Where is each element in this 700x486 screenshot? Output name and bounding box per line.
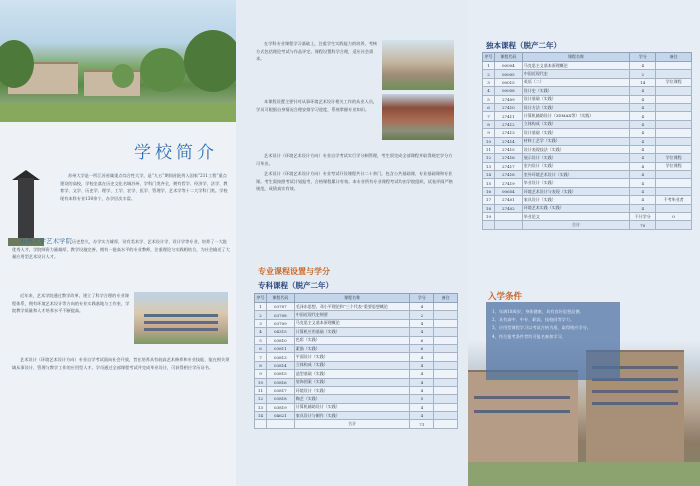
mid-paragraph-1: 在学科专业课程学习基础上，注重学生实践能力的培养，考核方式包括理论考试与作品评定。课程设置科学合理，适应社会需求。 [256,41,378,62]
remark [434,344,458,352]
table-row [483,112,692,120]
course-code: 00005 [494,70,522,78]
course-code: 03707 [266,303,294,311]
course-code: 03818 [266,395,294,403]
row-number: 12 [483,154,495,162]
course-name: 设计基础（实践） [522,95,630,103]
course-code: 00015 [494,78,522,86]
course-name: 装饰图案（实践） [294,378,410,386]
row-number: 2 [255,311,267,319]
remark [656,145,692,153]
table-row [483,213,692,221]
table-row [483,62,692,70]
row-number: 13 [255,403,267,411]
column-header: 课程名称 [294,294,410,303]
table-row [483,187,692,195]
row-number [483,221,495,229]
row-number: 14 [483,171,495,179]
credits: 6 [410,344,434,352]
table-row [483,171,692,179]
column-header: 课程代码 [494,53,522,62]
table-row [483,103,692,111]
row-number: 7 [255,353,267,361]
course-name: 合计 [294,420,410,428]
row-number: 12 [255,395,267,403]
credits: 4 [630,196,656,204]
table-row [483,78,692,86]
junior-college-table-title: 专科课程（脱产二年） [258,281,333,290]
credits: 4 [630,154,656,162]
course-name: 室外环境艺术设计（实践） [522,171,630,179]
table-row [483,162,692,170]
course-name: 中国近现代史纲要 [294,311,410,319]
remark [434,319,458,327]
library-photo [382,94,454,140]
remark [434,311,458,319]
credits: 4 [630,120,656,128]
course-code: 27417 [494,162,522,170]
admission-item: 1、年满18周岁，身体健康，具有良好思想品德。 [492,309,584,314]
course-code: 03813 [266,353,294,361]
course-name: 室内设计（实践） [522,162,630,170]
table-row [255,386,458,394]
credits: 4 [630,129,656,137]
admission-item: 2、具有高中、中专、职高、技校同等学力。 [492,317,575,323]
credits: 4 [630,179,656,187]
table-row [255,361,458,369]
remark [434,395,458,403]
course-code: 03815 [266,370,294,378]
course-name: 马克思主义基本原理概论 [294,319,410,327]
junior-college-course-table [254,293,458,429]
row-number: 7 [483,112,495,120]
column-header: 学分 [630,53,656,62]
left-panel [0,0,236,486]
course-name: 环境艺术实践（实践） [522,204,630,212]
row-number: 5 [255,336,267,344]
table-row [255,378,458,386]
credits: 4 [630,62,656,70]
row-number: 1 [255,303,267,311]
column-header: 序号 [255,294,267,303]
course-name: 环境设计（实践） [294,386,410,394]
course-code: 03816 [266,378,294,386]
course-code: 04315 [266,328,294,336]
credits: 4 [410,328,434,336]
credits: 4 [410,361,434,369]
table-row [483,204,692,212]
course-name: 家具设计（实践） [522,196,630,204]
credits: 4 [410,353,434,361]
course-code: 27414 [494,137,522,145]
table-header-row [255,294,458,303]
total-row [483,221,692,229]
credits: 6 [410,336,434,344]
middle-panel [236,0,468,486]
table-row [483,95,692,103]
row-number: 10 [483,137,495,145]
table-row [255,370,458,378]
exam-paragraph: 艺术设计（环境艺术设计方向）专业自学考试面向社会开放，旨在培养具有较高艺术修养和专业技能、能在相关领域从事设计、管理与教学工作的应用型人才。学员通过全部课程考试并完成毕业设计，可获得相应学历证书。 [12,357,230,370]
remark [434,328,458,336]
course-code: 27419 [494,179,522,187]
row-number: 11 [255,386,267,394]
row-number: 9 [255,370,267,378]
course-code: 03810 [266,336,294,344]
course-code: 27409 [494,95,522,103]
course-code: 04621 [266,412,294,420]
course-code: 03709 [266,319,294,327]
table-row [483,179,692,187]
course-name: 毕业论文 [522,213,630,221]
table-header-row [483,53,692,62]
course-name: 展示设计（实践） [522,154,630,162]
course-code: 27412 [494,120,522,128]
course-name: 立体构成（实践） [522,120,630,128]
credits: 4 [410,303,434,311]
intro-paragraph: 苏州大学是一所江苏省属重点综合性大学，是“九五”期间首批列入国家“211工程”重点建设的高校，学校坐落在历史文化名城苏州，学科门类齐全，拥有哲学、经济学、法学、教育学、文学、历史学、理学、工学、农学、医学、管理学、艺术学等十二大学科门类。学校现有本科专业130余个，办学层次丰富。 [60,173,228,201]
remark: 不考毕业者 [656,196,692,204]
credits: 4 [630,171,656,179]
remark [656,120,692,128]
course-name: 计算机辅助设计（实践） [294,403,410,411]
course-name: 计算机应用基础（实践） [294,328,410,336]
credits: 71 [410,420,434,428]
credits: 4 [410,319,434,327]
credits: 4 [410,412,434,420]
table-row [255,311,458,319]
course-code: 27410 [494,103,522,111]
lawn [0,104,236,122]
course-code: 03814 [266,361,294,369]
remark [656,221,692,229]
course-name: 家具设计与制作（实践） [294,412,410,420]
course-code: 03819 [266,403,294,411]
course-code: 27418 [494,171,522,179]
course-name: 毛泽东思想、邓小平理论和“三个代表”重要思想概论 [294,303,410,311]
mid-paragraph-2: 本课程设置主要针对从事环境艺术设计相关工作的从业人员，学员可根据自身情况合理安排学习进度，系统掌握专业知识。 [256,99,378,112]
course-name: 马克思主义基本原理概论 [522,62,630,70]
campus-walkway-photo [382,40,454,90]
row-number: 19 [483,213,495,221]
table-row [483,145,692,153]
tree [184,30,236,92]
remark [656,171,692,179]
table-row [483,87,692,95]
mid-paragraph-3: 艺术设计（环境艺术设计方向）专业自学考试实行学分制管理，考生须完成全部课程并取得规定学分方可毕业。 [256,153,453,166]
admission-heading: 入学条件 [488,292,523,302]
remark [434,403,458,411]
row-number: 5 [483,95,495,103]
table-row [255,344,458,352]
course-code: 27416 [494,154,522,162]
row-number: 10 [255,378,267,386]
row-number: 13 [483,162,495,170]
credits: 4 [630,145,656,153]
table-row [483,196,692,204]
credits: 4 [630,204,656,212]
credits: 2 [410,311,434,319]
remark [656,112,692,120]
table-row [483,137,692,145]
course-name: 设计表现技法（实践） [522,145,630,153]
remark: 学位课程 [656,162,692,170]
row-number: 6 [483,103,495,111]
course-code: 27415 [494,145,522,153]
course-name: 设计方法（实践） [522,103,630,111]
undergrad-course-table [482,52,692,230]
table-row [483,120,692,128]
remark [656,129,692,137]
column-header: 课程代码 [266,294,294,303]
credits: 4 [630,187,656,195]
remark [656,137,692,145]
remark [434,412,458,420]
tree [140,48,186,92]
column-header: 序号 [483,53,495,62]
remark [656,62,692,70]
credits: 4 [410,403,434,411]
table-row [255,319,458,327]
row-number: 4 [483,87,495,95]
remark [434,370,458,378]
art-school-name: 苏州大学艺术学院 [20,238,72,245]
course-name: 设计基础（实践） [522,129,630,137]
campus-photo [0,0,236,122]
row-number: 6 [255,344,267,352]
credits: 4 [630,103,656,111]
row-number: 8 [483,120,495,128]
table-row [255,395,458,403]
row-number: 16 [483,187,495,195]
credits: 4 [630,137,656,145]
row-number: 9 [483,129,495,137]
course-name: 材料工艺学（实践） [522,137,630,145]
row-number: 14 [255,412,267,420]
credits: 4 [410,386,434,394]
row-number [255,420,267,428]
right-panel [468,0,700,486]
credits: 4 [410,370,434,378]
remark: 学位课程 [656,154,692,162]
table-row [255,353,458,361]
row-number: 3 [255,319,267,327]
column-header: 备注 [434,294,458,303]
credits: 4 [630,87,656,95]
course-name: 造型基础（实践） [294,370,410,378]
remark [656,204,692,212]
undergrad-table-title: 独本课程（脱产二年） [486,41,561,50]
row-number: 15 [483,179,495,187]
table-row [255,303,458,311]
credits: 14 [630,78,656,86]
table-row [483,154,692,162]
course-name: 合计 [522,221,630,229]
column-header: 学分 [410,294,434,303]
credits: 4 [630,112,656,120]
table-row [255,328,458,336]
admission-item: 3、应用型课程学习以考试合格为准，取得相应学分。 [492,325,591,331]
remark [434,353,458,361]
column-header: 备注 [656,53,692,62]
remark [434,378,458,386]
course-name: 陶艺（实践） [294,395,410,403]
course-code: 03708 [266,311,294,319]
course-name: 环境艺术设计与表现（实践） [522,187,630,195]
table-row [483,70,692,78]
course-name: 英语（二） [522,78,630,86]
course-code: 27402 [494,204,522,212]
bell-tower-photo [4,166,48,246]
course-code: 03811 [266,344,294,352]
remark [656,87,692,95]
credits: 4 [630,162,656,170]
remark [656,103,692,111]
course-code: 00058 [494,87,522,95]
credits: 4 [410,378,434,386]
course-code [266,420,294,428]
course-code: 00654 [494,187,522,195]
mid-paragraph-4: 艺术设计（环境艺术设计方向）专业考试开设课程共计二十余门，包含公共基础课、专业基础课和专业课。考生需按照考试计划报考，合格课程累计有效。本专业所有专业课程考试均由学院组织，试卷评阅严格规范，成绩真实有效。 [256,171,453,192]
course-name: 素描（实践） [294,344,410,352]
remark [434,303,458,311]
course-code: 27413 [494,129,522,137]
table-row [255,403,458,411]
row-number: 2 [483,70,495,78]
course-code [494,213,522,221]
remark: 0 [656,213,692,221]
credits: 不计学分 [630,213,656,221]
remark [434,386,458,394]
course-code: 27401 [494,196,522,204]
course-code: 27411 [494,112,522,120]
row-number: 11 [483,145,495,153]
course-name: 毕业设计（实践） [522,179,630,187]
row-number: 4 [255,328,267,336]
admission-item: 4、符合报考条件者均可报名参加学习。 [492,333,566,339]
credits: 4 [630,95,656,103]
remark [434,420,458,428]
course-name: 色彩（实践） [294,336,410,344]
art-school-paragraph: 苏州大学艺术学院历史悠久，办学实力雄厚，设有美术学、艺术设计学、设计学等专业，培养了一大批优秀人才。学院师资力量雄厚，教学设施完善，拥有一批高水平的专业教师，注重理论与实践相结合，为社会输送了大量应用型艺术设计人才。 [12,238,230,260]
row-number: 18 [483,204,495,212]
remark [656,70,692,78]
table-row [255,412,458,420]
credits: 2 [630,70,656,78]
remark [656,187,692,195]
course-name: 计算机辅助设计（3DMAX等）（实践） [522,112,630,120]
reform-paragraph: 近年来，艺术学院通过教学改革，建立了科学合理的专业课程体系，拥有环境艺术设计等方向的专业实践基地与工作室，学院教学质量和人才培养水平不断提高。 [12,293,130,314]
remark [656,179,692,187]
total-row [255,420,458,428]
course-code: 03817 [266,386,294,394]
remark [434,336,458,344]
credits: 5 [410,395,434,403]
course-code [494,221,522,229]
tree [112,64,134,88]
row-number: 17 [483,196,495,204]
table-row [255,336,458,344]
credits: 70 [630,221,656,229]
remark [656,95,692,103]
course-name: 中国近现代史 [522,70,630,78]
teaching-building-photo [134,292,228,344]
course-name: 平面设计（实践） [294,353,410,361]
table-row [483,129,692,137]
remark [434,361,458,369]
course-code: 00004 [494,62,522,70]
row-number: 1 [483,62,495,70]
course-section-heading: 专业课程设置与学分 [258,266,330,276]
admission-requirements-box [486,302,620,380]
course-name: 设计史（实践） [522,87,630,95]
row-number: 3 [483,78,495,86]
school-intro-title: 学校简介 [134,143,218,163]
column-header: 课程名称 [522,53,630,62]
row-number: 8 [255,361,267,369]
course-name: 立体构成（实践） [294,361,410,369]
remark: 学位课程 [656,78,692,86]
